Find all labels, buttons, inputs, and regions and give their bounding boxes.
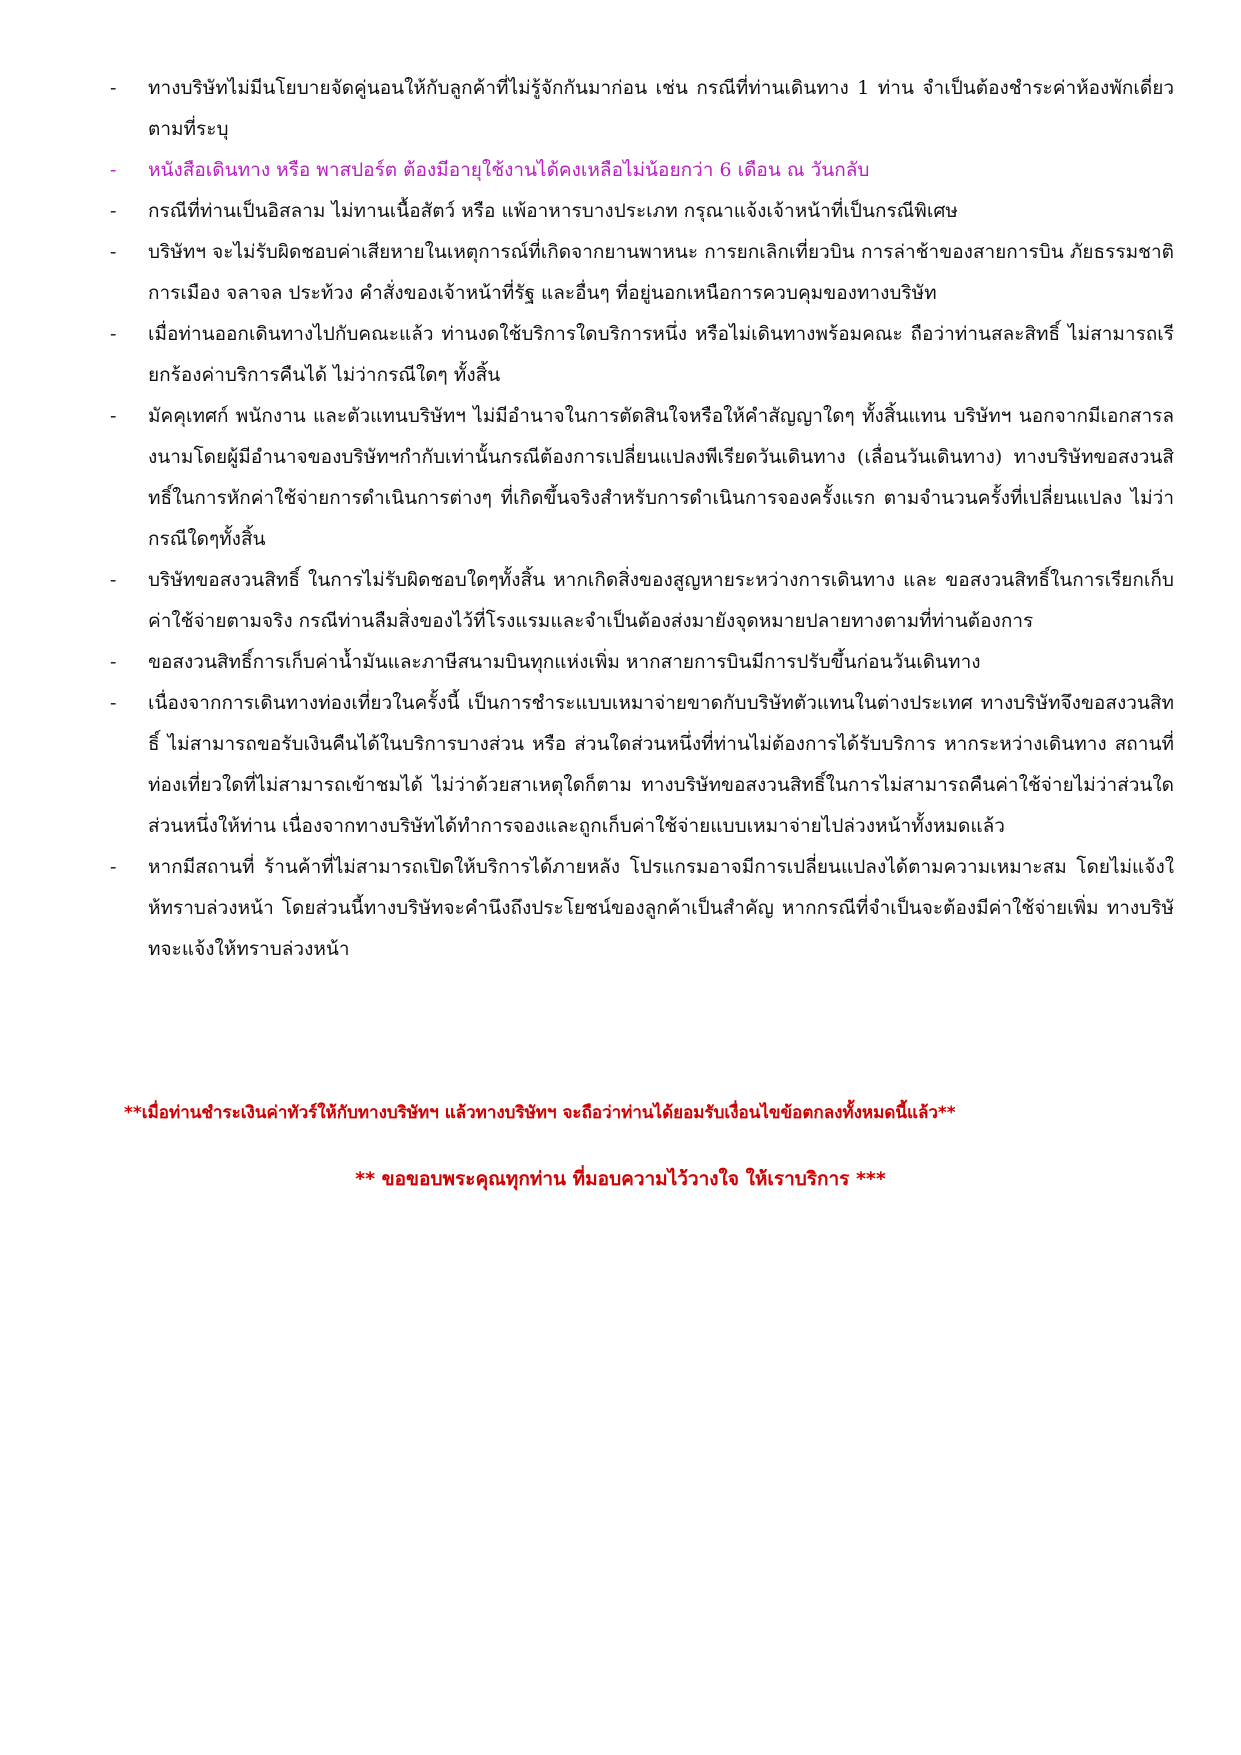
term-text: หนังสือเดินทาง หรือ พาสปอร์ต ต้องมีอายุใช้งานได้คงเหลือไม่น้อยกว่า 6 เดือน ณ วันกลับ [148, 159, 870, 181]
acceptance-notice: **เมื่อท่านชำระเงินค่าทัวร์ให้กับทางบริษัทฯ แล้วทางบริษัทฯ จะถือว่าท่านได้ยอมรับเงื่อนไขข้อตกลงทั้งหมดนี้แล้ว** [124, 1103, 956, 1123]
terms-conditions-list [110, 68, 1174, 970]
bullet-dash: - [110, 405, 117, 427]
term-item-program-change [110, 847, 1174, 970]
term-item-dietary [110, 191, 1174, 232]
term-text: เมื่อท่านออกเดินทางไปกับคณะแล้ว ท่านงดใช้บริการใดบริการหนึ่ง หรือไม่เดินทางพร้อมคณะ ถือว่าท่านสละสิทธิ์ ไม่สามารถเรียกร้องค่าบริการคืนได้ ไม่ว่ากรณีใดๆ ทั้งสิ้น [148, 323, 1174, 386]
term-item-fuel-surcharge [110, 642, 1174, 683]
bullet-dash: - [110, 159, 117, 181]
term-text: บริษัทขอสงวนสิทธิ์ ในการไม่รับผิดชอบใดๆทั้งสิ้น หากเกิดสิ่งของสูญหายระหว่างการเดินทาง และ ขอสงวนสิทธิ์ในการเรียกเก็บค่าใช้จ่ายตามจริง กรณีท่านลืมสิ่งของไว้ที่โรงแรมและจำเป็นต้องส่งมายังจุดหมายปลายทางตามที่ท่านต้องการ [148, 569, 1174, 632]
bullet-dash: - [110, 692, 117, 714]
term-item-no-refund [110, 683, 1174, 847]
term-item-no-roommate [110, 68, 1174, 150]
bullet-dash: - [110, 77, 117, 99]
term-item-forfeit-service [110, 314, 1174, 396]
term-item-passport [110, 150, 1174, 191]
bullet-dash: - [110, 651, 117, 673]
term-text: มัคคุเทศก์ พนักงาน และตัวแทนบริษัทฯ ไม่มีอำนาจในการตัดสินใจหรือให้คำสัญญาใดๆ ทั้งสิ้นแทน บริษัทฯ นอกจากมีเอกสารลงนามโดยผู้มีอำนาจของบริษัทฯกำกับเท่านั้นกรณีต้องการเปลี่ยนแปลงพีเรียดวันเดินทาง (เลื่อนวันเดินทาง) ทางบริษัทขอสงวนสิทธิ์ในการหักค่าใช้จ่ายการดำเนินการต่างๆ ที่เกิดขึ้นจริงสำหรับการดำเนินการจองครั้งแรก ตามจำนวนครั้งที่เปลี่ยนแปลง ไม่ว่ากรณีใดๆทั้งสิ้น [148, 405, 1174, 550]
term-text: ขอสงวนสิทธิ์การเก็บค่าน้ำมันและภาษีสนามบินทุกแห่งเพิ่ม หากสายการบินมีการปรับขึ้นก่อนวันเดินทาง [148, 651, 981, 673]
term-text: กรณีที่ท่านเป็นอิสลาม ไม่ทานเนื้อสัตว์ หรือ แพ้อาหารบางประเภท กรุณาแจ้งเจ้าหน้าที่เป็นกรณีพิเศษ [148, 200, 958, 222]
bullet-dash: - [110, 241, 117, 263]
term-item-liability [110, 232, 1174, 314]
thank-you-note: ** ขอขอบพระคุณทุกท่าน ที่มอบความไว้วางใจ ให้เราบริการ *** [355, 1168, 886, 1190]
term-text: บริษัทฯ จะไม่รับผิดชอบค่าเสียหายในเหตุการณ์ที่เกิดจากยานพาหนะ การยกเลิกเที่ยวบิน การล่าช้าของสายการบิน ภัยธรรมชาติ การเมือง จลาจล ประท้วง คำสั่งของเจ้าหน้าที่รัฐ และอื่นๆ ที่อยู่นอกเหนือการควบคุมของทางบริษัท [148, 241, 1174, 304]
term-item-guide-authority [110, 396, 1174, 560]
term-text: เนื่องจากการเดินทางท่องเที่ยวในครั้งนี้ เป็นการชำระแบบเหมาจ่ายขาดกับบริษัทตัวแทนในต่างประเทศ ทางบริษัทจึงขอสงวนสิทธิ์ ไม่สามารถขอรับเงินคืนได้ในบริการบางส่วน หรือ ส่วนใดส่วนหนึ่งที่ท่านไม่ต้องการได้รับบริการ หากระหว่างเดินทาง สถานที่ท่องเที่ยวใดที่ไม่สามารถเข้าชมได้ ไม่ว่าด้วยสาเหตุใดก็ตาม ทางบริษัทขอสงวนสิทธิ์ในการไม่สามารถคืนค่าใช้จ่ายไม่ว่าส่วนใดส่วนหนึ่งให้ท่าน เนื่องจากทางบริษัทได้ทำการจองและถูกเก็บค่าใช้จ่ายแบบเหมาจ่ายไปล่วงหน้าทั้งหมดแล้ว [148, 692, 1174, 837]
bullet-dash: - [110, 200, 117, 222]
bullet-dash: - [110, 856, 117, 878]
term-text: หากมีสถานที่ ร้านค้าที่ไม่สามารถเปิดให้บริการได้ภายหลัง โปรแกรมอาจมีการเปลี่ยนแปลงได้ตามความเหมาะสม โดยไม่แจ้งให้ทราบล่วงหน้า โดยส่วนนี้ทางบริษัทจะคำนึงถึงประโยชน์ของลูกค้าเป็นสำคัญ หากกรณีที่จำเป็นจะต้องมีค่าใช้จ่ายเพิ่ม ทางบริษัทจะแจ้งให้ทราบล่วงหน้า [148, 856, 1174, 960]
bullet-dash: - [110, 323, 117, 345]
bullet-dash: - [110, 569, 117, 591]
term-text: ทางบริษัทไม่มีนโยบายจัดคู่นอนให้กับลูกค้าที่ไม่รู้จักกันมาก่อน เช่น กรณีที่ท่านเดินทาง 1 ท่าน จำเป็นต้องชำระค่าห้องพักเดี่ยวตามที่ระบุ [148, 77, 1174, 140]
term-item-lost-items [110, 560, 1174, 642]
